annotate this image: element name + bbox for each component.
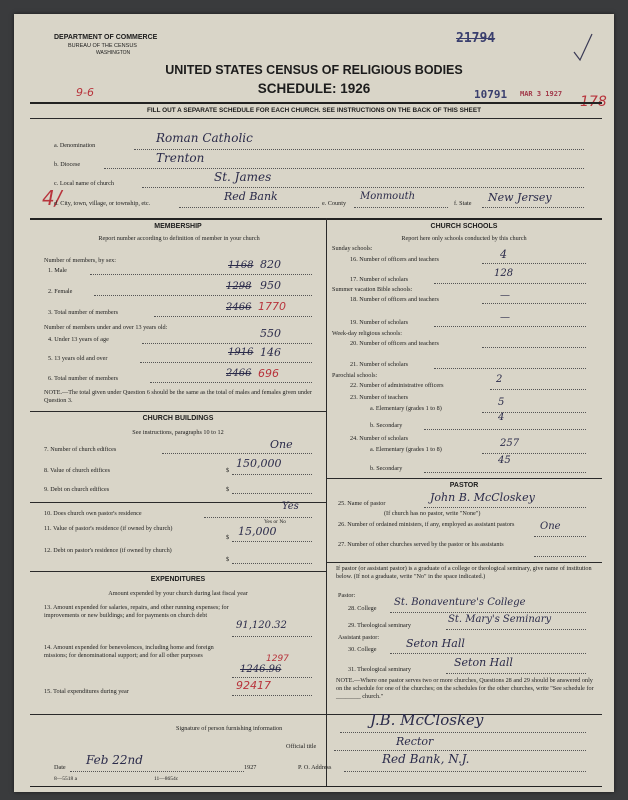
q31-label: 31. Theological seminary bbox=[348, 666, 411, 673]
census-schedule-sheet bbox=[14, 14, 614, 792]
city-line bbox=[179, 207, 319, 208]
q17-line bbox=[434, 283, 586, 284]
dept-label: DEPARTMENT OF COMMERCE bbox=[54, 34, 158, 41]
q13-value: 91,120.32 bbox=[236, 620, 287, 631]
q14-top-value: 1297 bbox=[266, 654, 289, 664]
q23a-label: a. Elementary (grades 1 to 8) bbox=[370, 405, 442, 412]
date-value: Feb 22nd bbox=[86, 753, 143, 767]
q13-line bbox=[232, 636, 312, 637]
pastor-rule bbox=[326, 478, 602, 479]
q8-line bbox=[232, 474, 312, 475]
q28-label: 28. College bbox=[348, 605, 377, 612]
q27-label: 27. Number of other churches served by the pastor or his assistants bbox=[338, 541, 504, 548]
q18-value: — bbox=[500, 290, 510, 301]
pastor-title: PASTOR bbox=[449, 482, 479, 489]
city-label: d. City, town, village, or township, etc. bbox=[54, 200, 151, 207]
q23b-label: b. Secondary bbox=[370, 422, 403, 429]
graduate-note: If pastor (or assistant pastor) is a graduate of a college or theological seminary, give name of institution below. (If not a graduate, write "No" in the space indicated.) bbox=[336, 565, 592, 581]
q24a-line bbox=[482, 453, 586, 454]
q2-line bbox=[94, 295, 312, 296]
signature-value: J.B. McCloskey bbox=[370, 711, 484, 729]
q6-value-a: 2466 bbox=[226, 368, 252, 379]
q11-dollar: $ bbox=[226, 534, 230, 541]
q24b-value: 45 bbox=[498, 455, 511, 466]
weekday-label: Week-day religious schools: bbox=[332, 330, 402, 337]
q7-value: One bbox=[270, 438, 293, 451]
q14-value: 1246.96 bbox=[240, 664, 282, 675]
membership-note: NOTE.—The total given under Question 6 should be the same as the total of males and females given under Question 3. bbox=[44, 389, 312, 405]
q26-value: One bbox=[540, 521, 561, 532]
q18-line bbox=[482, 303, 586, 304]
county-value: Monmouth bbox=[360, 191, 416, 202]
q3-line bbox=[154, 316, 312, 317]
expenditures-sub: Amount expended by your church during last fiscal year bbox=[108, 590, 248, 597]
po-address-line bbox=[344, 771, 586, 772]
form-number: 8—5518 a bbox=[54, 776, 78, 782]
q13-label: 13. Amount expended for salaries, repairs, and other running expenses; for improvements or new buildings; and for payments on church debt bbox=[44, 604, 229, 620]
q29-label: 29. Theological seminary bbox=[348, 622, 411, 629]
q24b-label: b. Secondary bbox=[370, 465, 403, 472]
q8-value: 150,000 bbox=[236, 457, 282, 470]
by-sex-label: Number of members, by sex: bbox=[44, 257, 116, 264]
date-stamp: MAR 3 1927 bbox=[520, 90, 563, 98]
q3-value-a: 2466 bbox=[226, 302, 252, 313]
q6-label: 6. Total number of members bbox=[48, 375, 119, 382]
q9-line bbox=[232, 493, 312, 494]
q12-dollar: $ bbox=[226, 556, 230, 563]
q15-label: 15. Total expenditures during year bbox=[44, 688, 129, 695]
q18-label: 18. Number of officers and teachers bbox=[350, 296, 439, 303]
bureau-label: BUREAU OF THE CENSUS bbox=[68, 43, 137, 49]
q5-line bbox=[140, 362, 312, 363]
q16-value: 4 bbox=[500, 248, 507, 261]
q4-line bbox=[142, 343, 312, 344]
q14-line bbox=[232, 677, 312, 678]
date-line bbox=[70, 771, 244, 772]
q22-line bbox=[490, 389, 586, 390]
q5-label: 5. 13 years old and over bbox=[48, 355, 108, 362]
official-title-value: Rector bbox=[396, 735, 434, 748]
membership-intro: Report number according to definition of member in your church bbox=[98, 235, 260, 242]
county-label: e. County bbox=[322, 200, 347, 207]
q12-line bbox=[232, 563, 312, 564]
q24a-value: 257 bbox=[500, 438, 520, 449]
q2-value-b: 950 bbox=[260, 279, 281, 292]
q3-value-b: 1770 bbox=[258, 300, 286, 313]
diocese-label: b. Diocese bbox=[54, 161, 81, 168]
q10-yesno: Yes or No bbox=[264, 519, 287, 525]
sunday-label: Sunday schools: bbox=[332, 245, 373, 252]
expenditures-title: EXPENDITURES bbox=[150, 576, 206, 583]
q16-line bbox=[482, 263, 586, 264]
q30-line bbox=[390, 653, 586, 654]
q24a-label: a. Elementary (grades 1 to 8) bbox=[370, 446, 442, 453]
po-address-value: Red Bank, N.J. bbox=[382, 752, 470, 766]
q1-label: 1. Male bbox=[48, 267, 67, 274]
q2-value-a: 1298 bbox=[226, 281, 252, 292]
header-rule-bottom bbox=[30, 118, 602, 119]
grid-top-rule bbox=[30, 218, 602, 220]
q16-label: 16. Number of officers and teachers bbox=[350, 256, 439, 263]
q25-line bbox=[424, 507, 586, 508]
official-title-line bbox=[334, 750, 586, 751]
q31-line bbox=[446, 673, 586, 674]
q22-label: 22. Number of administrative officers bbox=[350, 382, 444, 389]
official-title-label: Official title bbox=[286, 743, 317, 750]
q17-label: 17. Number of scholars bbox=[350, 276, 409, 283]
q14-label: 14. Amount expended for benevolences, including home and foreign missions; for denominational support; and for all other purposes bbox=[44, 644, 214, 660]
q6-value-b: 696 bbox=[258, 367, 279, 380]
q30-label: 30. College bbox=[348, 646, 377, 653]
state-line bbox=[482, 207, 584, 208]
q9-dollar: $ bbox=[226, 486, 230, 493]
q26-line bbox=[534, 536, 586, 537]
footer-rule bbox=[30, 714, 602, 715]
q26-label: 26. Number of ordained ministers, if any, employed as assistant pastors bbox=[338, 521, 515, 528]
check-mark-icon bbox=[572, 32, 594, 62]
church-name-label: c. Local name of church bbox=[54, 180, 114, 187]
q10-label: 10. Does church own pastor's residence bbox=[44, 510, 142, 517]
buildings-rule bbox=[30, 411, 326, 412]
q30-value: Seton Hall bbox=[406, 637, 465, 650]
form-title: UNITED STATES CENSUS OF RELIGIOUS BODIES bbox=[165, 63, 463, 77]
expenditures-rule bbox=[30, 571, 326, 572]
q20-line bbox=[482, 347, 586, 348]
q10-line bbox=[204, 517, 312, 518]
q19-label: 19. Number of scholars bbox=[350, 319, 409, 326]
city-value: Red Bank bbox=[224, 190, 278, 203]
hand-note-96: 9-6 bbox=[76, 86, 94, 99]
q2-label: 2. Female bbox=[48, 288, 73, 295]
schedule-title: SCHEDULE: 1926 bbox=[257, 81, 371, 96]
q19-value: — bbox=[500, 312, 510, 323]
q27-line bbox=[534, 556, 586, 557]
hand-note-178: 178 bbox=[580, 94, 607, 110]
q23a-value: 5 bbox=[498, 397, 505, 408]
buildings-sub: See instructions, paragraphs 10 to 12 bbox=[132, 429, 224, 436]
county-line bbox=[354, 207, 448, 208]
assistant-label: Assistant pastor: bbox=[338, 634, 380, 641]
q21-line bbox=[434, 368, 586, 369]
q19-line bbox=[434, 326, 586, 327]
margin-mark: 4/ bbox=[42, 186, 62, 210]
date-year: 1927 bbox=[244, 764, 257, 771]
date-label: Date bbox=[54, 764, 66, 771]
q4-label: 4. Under 13 years of age bbox=[48, 336, 109, 343]
schools-intro: Report here only schools conducted by this church bbox=[401, 235, 527, 242]
city-label: WASHINGTON bbox=[96, 50, 131, 56]
q1-value-a: 1168 bbox=[228, 260, 254, 271]
denomination-value: Roman Catholic bbox=[156, 131, 253, 145]
q10-value: Yes bbox=[282, 501, 299, 512]
diocese-value: Trenton bbox=[156, 151, 205, 165]
signature-label: Signature of person furnishing information bbox=[176, 725, 283, 732]
q7-label: 7. Number of church edifices bbox=[44, 446, 117, 453]
q24b-line bbox=[424, 472, 586, 473]
church-name-value: St. James bbox=[214, 170, 272, 184]
pastor-mid-rule bbox=[326, 562, 602, 563]
q1-value-b: 820 bbox=[260, 258, 281, 271]
q25-note: (If church has no pastor, write "None") bbox=[384, 510, 481, 517]
q24-label: 24. Number of scholars bbox=[350, 435, 409, 442]
buildings-title: CHURCH BUILDINGS bbox=[142, 415, 214, 422]
q28-line bbox=[390, 612, 586, 613]
schools-title: CHURCH SCHOOLS bbox=[430, 223, 498, 230]
church-name-line bbox=[142, 187, 584, 188]
po-address-label: P. O. Address bbox=[298, 764, 332, 771]
serial-stamp: 10791 bbox=[474, 88, 508, 101]
q11-label: 11. Value of pastor's residence (if owned by church) bbox=[44, 525, 173, 532]
q15-line bbox=[232, 695, 312, 696]
q23-label: 23. Number of teachers bbox=[350, 394, 409, 401]
q28-value: St. Bonaventure's College bbox=[394, 597, 526, 608]
state-label: f. State bbox=[454, 200, 472, 207]
grid-center-divider bbox=[326, 218, 327, 786]
q11-line bbox=[232, 541, 312, 542]
q12-label: 12. Debt on pastor's residence (if owned by church) bbox=[44, 547, 172, 554]
q21-label: 21. Number of scholars bbox=[350, 361, 409, 368]
q29-line bbox=[446, 629, 586, 630]
q15-value: 92417 bbox=[236, 679, 271, 692]
q17-value: 128 bbox=[494, 268, 514, 279]
parochial-label: Parochial schools: bbox=[332, 372, 378, 379]
q9-label: 9. Debt on church edifices bbox=[44, 486, 110, 493]
pastor-sub-label: Pastor: bbox=[338, 592, 356, 599]
diocese-line bbox=[104, 168, 584, 169]
state-value: New Jersey bbox=[488, 191, 552, 204]
q29-value: St. Mary's Seminary bbox=[448, 614, 552, 625]
by-age-label: Number of members under and over 13 years old: bbox=[44, 324, 168, 331]
q5-value-a: 1916 bbox=[228, 347, 254, 358]
q6-line bbox=[150, 382, 312, 383]
denomination-line bbox=[134, 149, 584, 150]
membership-title: MEMBERSHIP bbox=[154, 223, 202, 230]
grid-bottom-rule bbox=[30, 786, 602, 787]
header-rule-top bbox=[30, 102, 602, 104]
summer-label: Summer vacation Bible schools: bbox=[332, 286, 413, 293]
q22-value: 2 bbox=[496, 374, 503, 385]
q25-label: 25. Name of pastor bbox=[338, 500, 386, 507]
q8-dollar: $ bbox=[226, 467, 230, 474]
q3-label: 3. Total number of members bbox=[48, 309, 119, 316]
q8-label: 8. Value of church edifices bbox=[44, 467, 111, 474]
top-stamp-number: 21794 bbox=[456, 31, 496, 46]
pastor-note: NOTE.—Where one pastor serves two or more churches, Questions 28 and 29 should be answered only on the schedule for one of the churches; on the schedules for the other churches, write "See schedule for ________ church." bbox=[336, 677, 594, 701]
q23b-value: 4 bbox=[498, 412, 505, 423]
denomination-label: a. Denomination bbox=[54, 142, 96, 149]
form-number-2: 11—8654c bbox=[154, 776, 179, 782]
signature-line bbox=[340, 732, 586, 733]
q1-line bbox=[90, 274, 312, 275]
q20-label: 20. Number of officers and teachers bbox=[350, 340, 439, 347]
q23b-line bbox=[424, 429, 586, 430]
instruction-line: FILL OUT A SEPARATE SCHEDULE FOR EACH CHURCH. SEE INSTRUCTIONS ON THE BACK OF THIS SHEET bbox=[147, 107, 481, 114]
q7-line bbox=[162, 453, 312, 454]
q31-value: Seton Hall bbox=[454, 656, 513, 669]
q4-value: 550 bbox=[260, 327, 281, 340]
q5-value-b: 146 bbox=[260, 346, 281, 359]
q11-value: 15,000 bbox=[238, 525, 277, 538]
q25-value: John B. McCloskey bbox=[430, 491, 535, 504]
